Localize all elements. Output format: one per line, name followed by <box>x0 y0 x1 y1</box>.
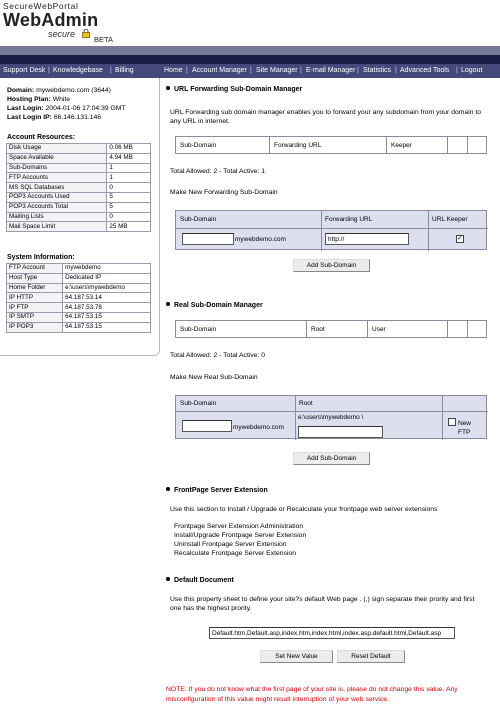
resource-label: Space Available <box>7 153 107 163</box>
warning-note <box>166 685 496 705</box>
system-label: Home Folder <box>7 283 63 293</box>
nav-billing[interactable]: Billing <box>115 67 134 74</box>
system-label: FTP Account <box>7 264 63 274</box>
forwarding-list-header-keeper: Keeper <box>387 137 448 153</box>
domain-label: Domain: <box>7 87 35 94</box>
resource-label: MS SQL Databases <box>7 183 107 193</box>
nav-separator: | <box>357 67 359 74</box>
forwarding-list-table <box>175 136 487 154</box>
resource-value: 5 <box>107 202 151 212</box>
real-domain-suffix: mywebdemo.com <box>233 424 284 431</box>
resource-value: 0 <box>107 183 151 193</box>
forwarding-description-2: any URL in internet. <box>170 118 230 125</box>
bullet-icon <box>166 577 170 581</box>
forwarding-url-input[interactable] <box>325 233 409 245</box>
forwarding-list-header-subdomain: Sub-Domain <box>176 137 270 153</box>
table-row <box>7 303 151 313</box>
add-real-subdomain-button[interactable]: Add Sub-Domain <box>293 452 370 465</box>
real-list-header-subdomain: Sub-Domain <box>176 321 307 337</box>
divider <box>321 211 322 251</box>
padlock-icon <box>82 29 90 38</box>
real-root-input[interactable] <box>298 426 383 438</box>
nav-advanced-tools[interactable]: Advanced Tools <box>400 67 450 74</box>
bullet-icon <box>166 86 170 90</box>
default-doc-title-text: Default Document <box>174 577 234 584</box>
domain-info <box>7 86 111 95</box>
forwarding-section-title <box>166 86 302 93</box>
system-label: Host Type <box>7 273 63 283</box>
plan-info <box>7 95 70 104</box>
table-row <box>7 212 151 222</box>
resource-value: 1 <box>107 163 151 173</box>
table-row <box>7 202 151 212</box>
warning-note-line-2: misconfiguration of this value might result interruption of your web service. <box>166 696 389 703</box>
real-list-col-edit <box>448 321 468 337</box>
warning-note-line-1: NOTE: If you do not know what the first page of your site is, please do not change this value. Any <box>166 686 458 693</box>
header-band <box>0 46 500 55</box>
frontpage-link-admin[interactable]: Frontpage Server Extension Administration <box>174 523 304 530</box>
default-doc-description-1: Use this property sheet to define your site?s default Web page . (,) sign separate their prority and first <box>170 596 475 603</box>
top-navigation <box>0 64 500 78</box>
table-row <box>7 173 151 183</box>
resource-value: 0 <box>107 212 151 222</box>
nav-account-manager[interactable]: Account Manager <box>192 67 247 74</box>
plan-value: White <box>52 96 71 103</box>
last-ip-value: 66.146.131.146 <box>53 114 102 121</box>
forwarding-title-text: URL Forwarding Sub-Domain Manager <box>174 86 303 93</box>
brand-title: WebAdmin <box>3 10 99 30</box>
nav-statistics[interactable]: Statistics <box>363 67 392 74</box>
brand-tagline: SecureWebPortal <box>3 1 79 11</box>
real-list-header-root: Root <box>307 321 368 337</box>
divider <box>176 228 488 229</box>
table-row <box>7 153 151 163</box>
resource-value: 0.06 MB <box>107 144 151 154</box>
resource-label: POP3 Accounts Total <box>7 202 107 212</box>
nav-site-manager[interactable]: Site Manager <box>256 67 298 74</box>
nav-separator: | <box>300 67 302 74</box>
nav-separator: | <box>456 67 458 74</box>
resource-value: 5 <box>107 192 151 202</box>
add-forwarding-subdomain-button[interactable]: Add Sub-Domain <box>293 259 370 272</box>
system-table <box>6 263 151 333</box>
table-row <box>7 163 151 173</box>
forwarding-form <box>175 210 487 250</box>
system-value: 64.187.53.15 <box>63 312 151 322</box>
last-ip-info <box>7 113 101 122</box>
table-row <box>7 293 151 303</box>
reset-default-button[interactable]: Reset Default <box>337 650 405 663</box>
brand-beta: BETA <box>94 35 114 44</box>
system-value: 64.187.53.14 <box>63 293 151 303</box>
real-list-table <box>175 320 487 338</box>
brand-logo <box>3 1 163 46</box>
real-list-header-user: User <box>368 321 448 337</box>
col-subdomain-label: Sub-Domain <box>180 400 217 407</box>
nav-separator: | <box>186 67 188 74</box>
col-keeper-label: URL Keeper <box>432 216 468 223</box>
resource-label: FTP Accounts <box>7 173 107 183</box>
new-ftp-checkbox[interactable] <box>448 418 456 426</box>
resource-value: 1 <box>107 173 151 183</box>
resource-label: Mail Space Limit <box>7 222 107 232</box>
resource-value: 4.94 MB <box>107 153 151 163</box>
col-root-label: Root <box>299 400 313 407</box>
frontpage-link-install[interactable]: Install/Upgrade Frontpage Server Extension <box>174 532 307 539</box>
forwarding-description-1: URL Forwarding sub domain manager enables you to forward your any subdomain from your domain to <box>170 109 482 116</box>
table-row <box>7 264 151 274</box>
table-row <box>7 183 151 193</box>
table-row <box>7 283 151 293</box>
frontpage-section-title <box>166 487 268 494</box>
system-label: IP SMTP <box>7 312 63 322</box>
forwarding-list-header-url: Forwarding URL <box>270 137 387 153</box>
nav-home[interactable]: Home <box>164 67 183 74</box>
domain-value: mywebdemo.com (3644) <box>36 87 111 94</box>
resources-title: Account Resources: <box>7 134 76 141</box>
forwarding-subdomain-input[interactable] <box>182 233 234 245</box>
system-value: 64.187.53.78 <box>63 303 151 313</box>
last-login-label: Last Login: <box>7 105 44 112</box>
frontpage-description: Use this section to Install / Upgrade or Recalculate your frontpage web server extensions <box>170 506 438 513</box>
real-title-text: Real Sub-Domain Manager <box>174 302 263 309</box>
table-row <box>7 144 151 154</box>
plan-label: Hosting Plan: <box>7 96 51 103</box>
forwarding-domain-suffix: mywebdemo.com <box>235 236 286 243</box>
frontpage-title-text: FrontPage Server Extension <box>174 487 268 494</box>
system-label: IP HTTP <box>7 293 63 303</box>
nav-separator: | <box>250 67 252 74</box>
system-label: IP POP3 <box>7 322 63 332</box>
new-ftp-label: New FTP <box>458 420 472 436</box>
col-url-label: Forwarding URL <box>325 216 373 223</box>
table-row <box>7 312 151 322</box>
nav-logout[interactable]: Logout <box>461 67 483 74</box>
forwarding-make-new: Make New Forwarding Sub-Domain <box>170 189 278 196</box>
resource-label: Mailing Lists <box>7 212 107 222</box>
resources-table <box>6 143 151 232</box>
bullet-icon <box>166 487 170 491</box>
default-doc-description-2: one has the highest prority. <box>170 605 252 612</box>
forwarding-list-col-edit <box>448 137 468 153</box>
table-row <box>7 322 151 332</box>
table-row <box>7 273 151 283</box>
default-document-input[interactable] <box>209 627 455 639</box>
system-value: mywebdemo <box>63 264 151 274</box>
resource-label: POP3 Accounts Used <box>7 192 107 202</box>
url-keeper-checkbox[interactable]: ✓ <box>457 235 463 242</box>
table-row <box>7 222 151 232</box>
last-login-info <box>7 104 126 113</box>
resource-label: Disk Usage <box>7 144 107 154</box>
real-form <box>175 395 487 439</box>
nav-separator: | <box>110 67 112 74</box>
system-label: IP FTP <box>7 303 63 313</box>
divider <box>442 396 443 440</box>
last-login-value: 2004-01-06 17:04:39 GMT <box>45 105 126 112</box>
real-make-new: Make New Real Sub-Domain <box>170 374 258 381</box>
last-ip-label: Last Login IP: <box>7 114 52 121</box>
divider <box>428 211 429 251</box>
system-value: e:\users\mywebdemo <box>63 283 151 293</box>
nav-separator: | <box>48 67 50 74</box>
frontpage-link-recalculate[interactable]: Recalculate Frontpage Server Extension <box>174 550 297 557</box>
brand-secure: secure <box>48 29 76 39</box>
nav-email-manager[interactable]: E-mail Manager <box>306 67 356 74</box>
resource-value: 25 MB <box>107 222 151 232</box>
real-section-title <box>166 302 263 309</box>
table-row <box>7 192 151 202</box>
nav-knowledgebase[interactable]: Knowledgebase <box>53 67 103 74</box>
divider <box>295 396 296 440</box>
nav-separator: | <box>395 67 397 74</box>
system-value: Dedicated IP <box>63 273 151 283</box>
resource-label: Sub-Domains <box>7 163 107 173</box>
nav-support-desk[interactable]: Support Desk <box>3 67 46 74</box>
real-root-path: e:\users\mywebdemo \ <box>298 414 364 421</box>
set-new-value-button[interactable]: Set New Value <box>260 650 333 663</box>
default-doc-section-title <box>166 577 234 584</box>
forwarding-totals: Total Allowed: 2 - Total Active: 1 <box>170 168 266 175</box>
frontpage-link-uninstall[interactable]: Uninstall Frontpage Server Extension <box>174 541 287 548</box>
system-title: System Information: <box>7 254 75 261</box>
system-value: 64.187.53.15 <box>63 322 151 332</box>
real-subdomain-input[interactable] <box>182 420 232 432</box>
header-band-dark <box>0 55 500 64</box>
bullet-icon <box>166 302 170 306</box>
col-subdomain-label: Sub-Domain <box>180 216 217 223</box>
real-totals: Total Allowed: 2 - Total Active: 0 <box>170 352 266 359</box>
